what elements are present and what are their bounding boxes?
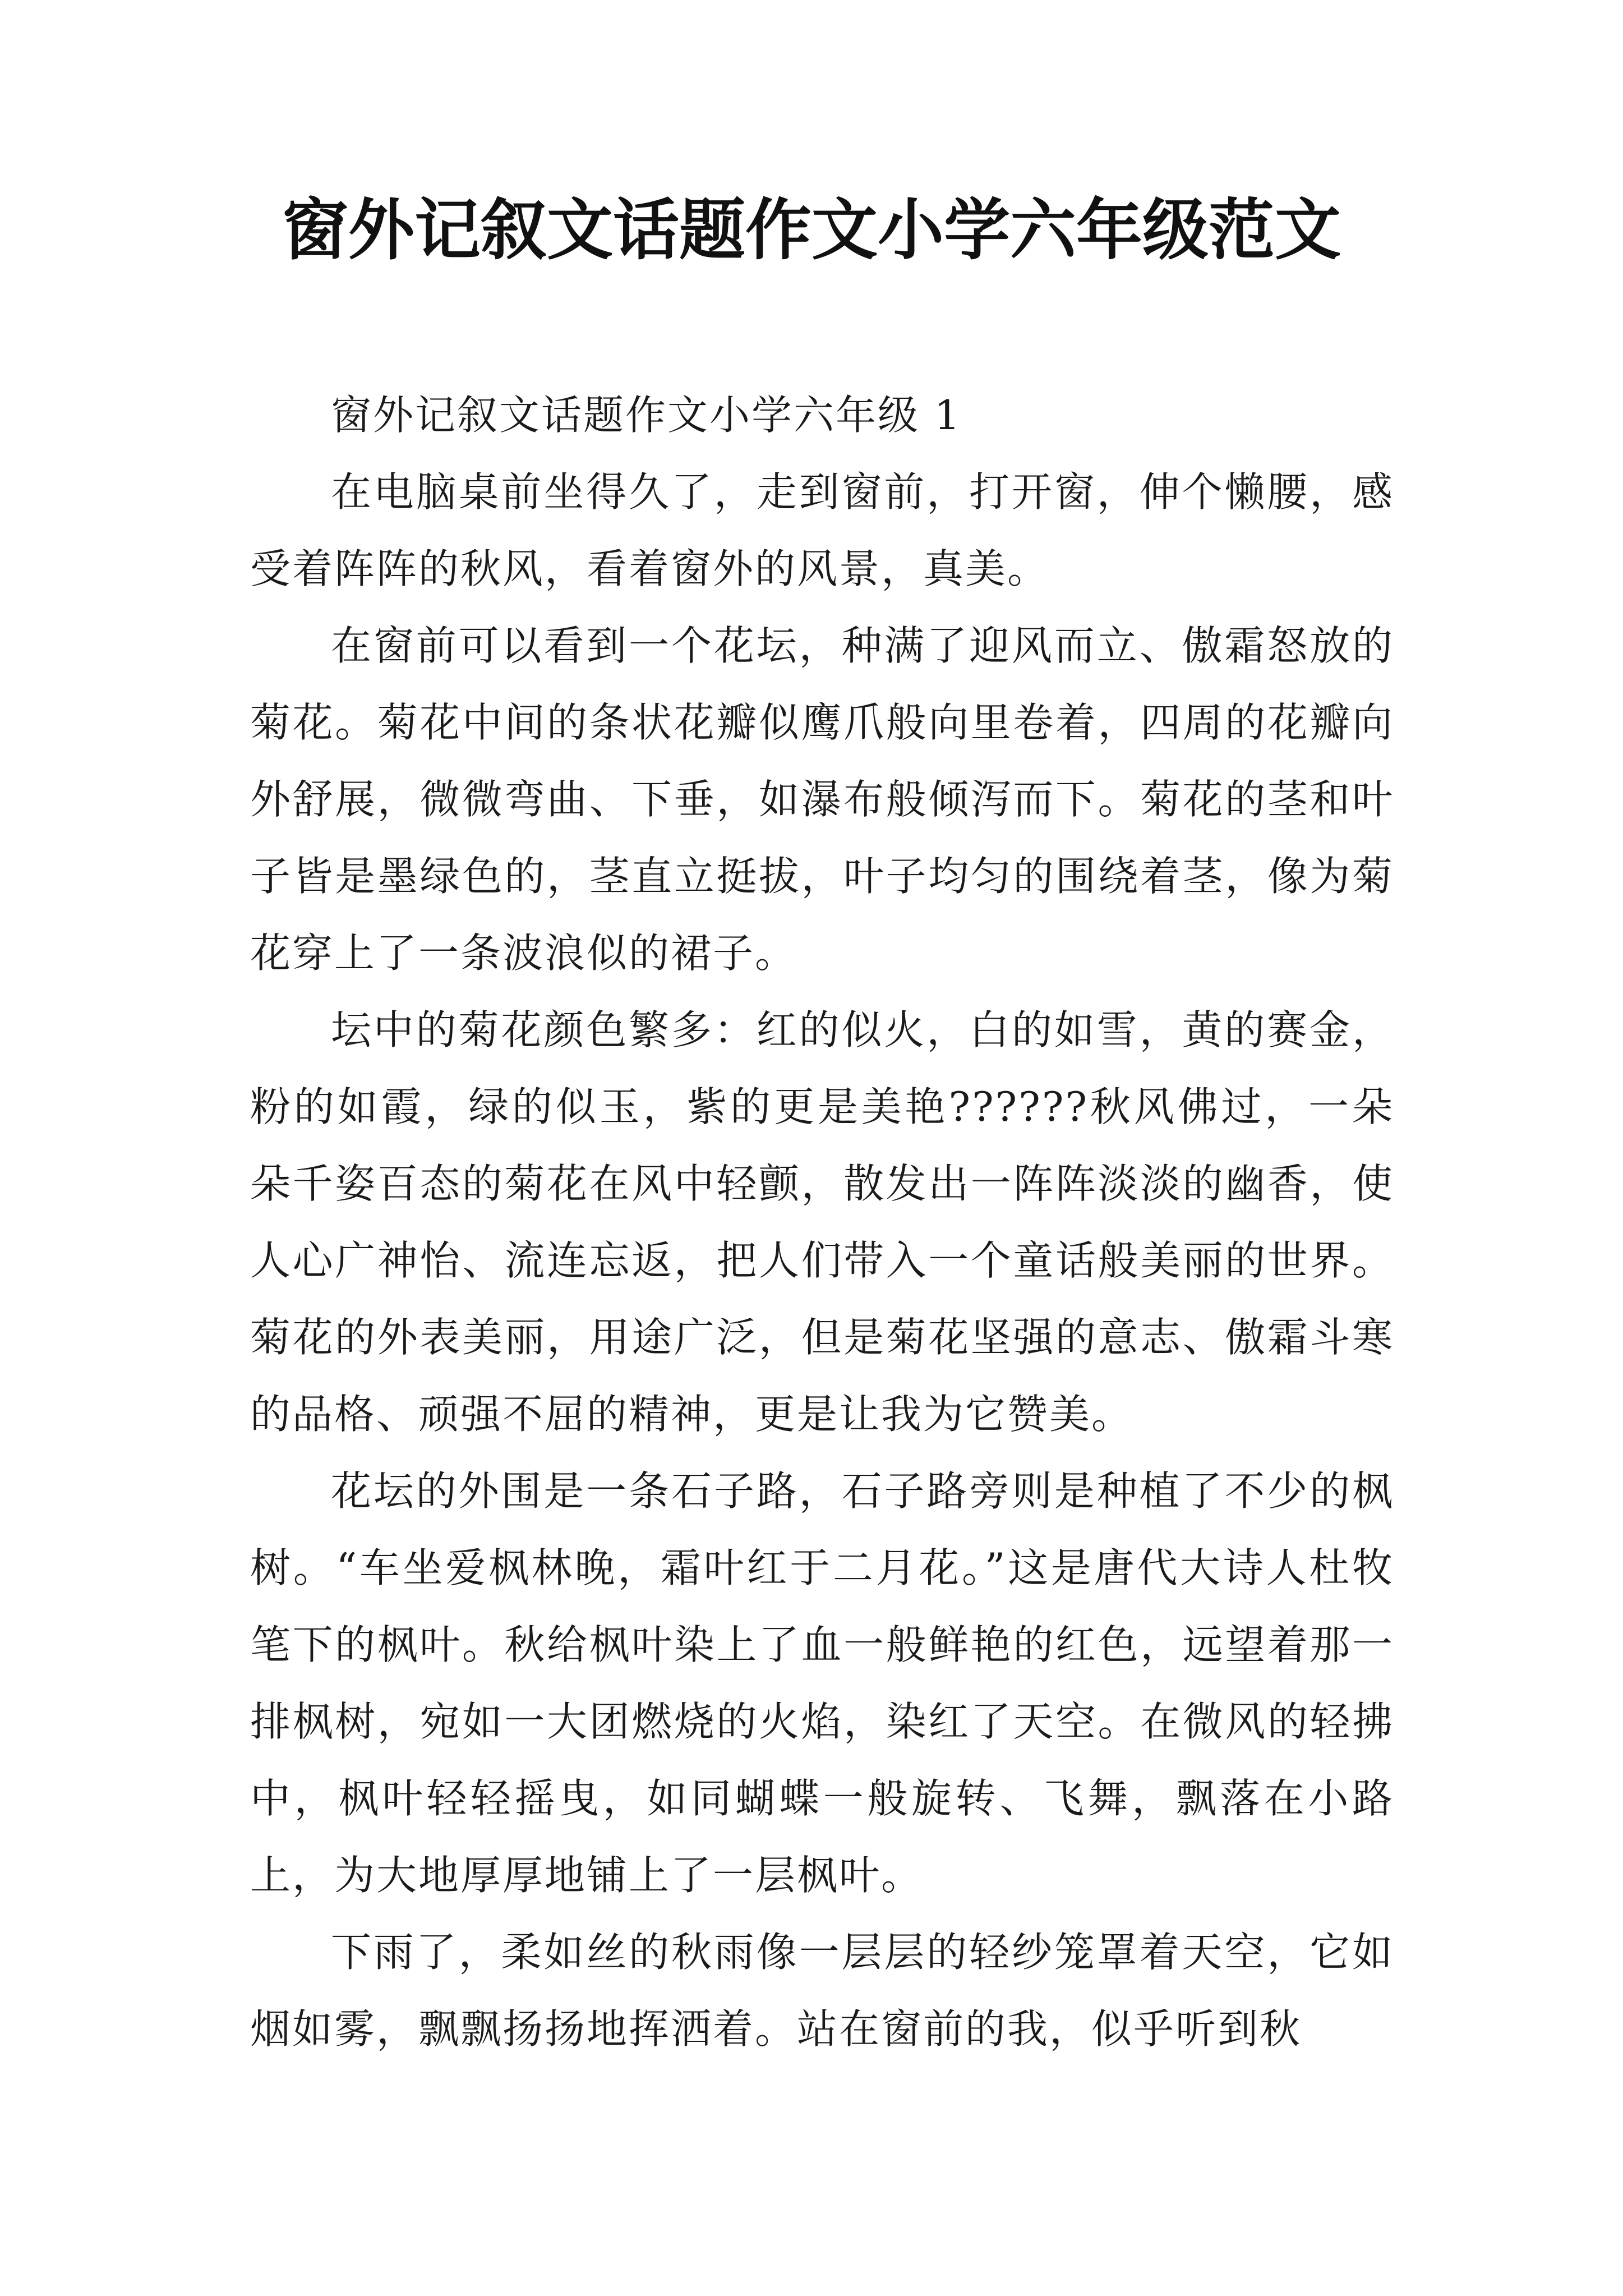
document-title: 窗外记叙文话题作文小学六年级范文 bbox=[282, 191, 1341, 269]
paragraph-subtitle: 窗外记叙文话题作文小学六年级 1 bbox=[331, 392, 962, 439]
paragraph: 坛中的菊花颜色繁多：红的似火，白的如雪，黄的赛金，粉的如霞，绿的似玉，紫的更是美艳??????秋风佛过，一朵朵千姿百态的菊花在风中轻颤，散发出一阵阵淡淡的幽香，使人心广神怡、流连忘返，把人们带入一个童话般美丽的世界。菊花的外表美丽，用途广泛，但是菊花坚强的意志、傲霜斗寒的品格、顽强不屈的精神，更是让我为它赞美。 bbox=[250, 1006, 1394, 1438]
paragraph: 下雨了，柔如丝的秋雨像一层层的轻纱笼罩着天空，它如烟如雾，飘飘扬扬地挥洒着。站在窗前的我，似乎听到秋 bbox=[250, 1929, 1394, 2053]
paragraph: 花坛的外围是一条石子路，石子路旁则是种植了不少的枫树。“车坐爱枫林晚，霜叶红于二月花。”这是唐代大诗人杜牧笔下的枫叶。秋给枫叶染上了血一般鲜艳的红色，远望着那一排枫树，宛如一大团燃烧的火焰，染红了天空。在微风的轻拂中，枫叶轻轻摇曳，如同蝴蝶一般旋转、飞舞，飘落在小路上，为大地厚厚地铺上了一层枫叶。 bbox=[250, 1467, 1394, 1899]
document-body bbox=[250, 377, 1394, 2068]
paragraph: 在电脑桌前坐得久了，走到窗前，打开窗，伸个懒腰，感受着阵阵的秋风，看着窗外的风景，真美。 bbox=[250, 468, 1394, 592]
paragraph: 在窗前可以看到一个花坛，种满了迎风而立、傲霜怒放的菊花。菊花中间的条状花瓣似鹰爪般向里卷着，四周的花瓣向外舒展，微微弯曲、下垂，如瀑布般倾泻而下。菊花的茎和叶子皆是墨绿色的，茎直立挺拔，叶子均匀的围绕着茎，像为菊花穿上了一条波浪似的裙子。 bbox=[250, 622, 1394, 977]
